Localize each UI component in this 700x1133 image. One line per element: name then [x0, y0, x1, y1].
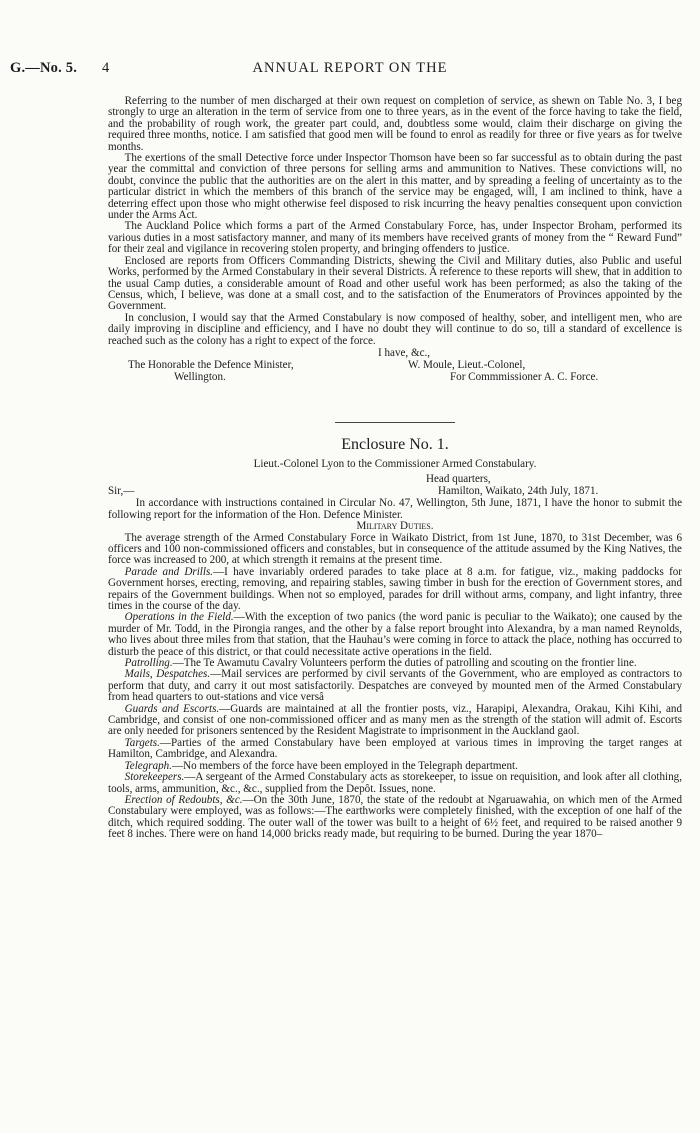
item-storekeepers	[108, 772, 682, 795]
item-redoubts	[108, 795, 682, 841]
section-divider	[335, 422, 455, 423]
paragraph-auckland-police: The Auckland Police which forms a part of the Armed Constabulary Force, has, under Inspector Broham, performed its various duties in a most satisfactory manner, and many of its members have received grants of money from the “ Reward Fund” for their zeal and vigilance in recovering stolen property, and bringing offenders to justice.	[108, 220, 682, 256]
page-header	[10, 60, 690, 80]
item-text: —Guards are maintained at all the frontier posts, viz., Harapipi, Alexandra, Orakau, Kihi Kihi, and Cambridge, and consist of one non-commissioned officer and as many men as the strength of the station will admit of. Escorts are only needed for prisoners sentenced by the Resident Magistrate to imprisonment in the Auckland gaol.	[108, 702, 682, 738]
place-date: Hamilton, Waikato, 24th July, 1871.	[438, 485, 599, 498]
signer: W. Moule, Lieut.-Colonel,	[408, 358, 526, 371]
paragraph-district-reports: Enclosed are reports from Officers Commanding Districts, shewing the Civil and Military duties, also Public and useful Works, performed by the Armed Constabulary in their several Districts. A reference to these reports will shew, that in addition to the usual Camp duties, a considerable amount of Road and other useful work has been performed; as also the taking of the Census, which, I believe, was done at a small cost, and to the satisfaction of the Enumerators of Provinces appointed by the Government.	[108, 254, 682, 313]
item-text: —Parties of the armed Constabulary have been employed at various times in improving the target ranges at Hamilton, Cambridge, and Alexandra.	[108, 736, 682, 761]
item-text: —With the exception of two panics (the word panic is peculiar to the Waikato); one caused by the murder of Mr. Todd, in the Pirongia ranges, and the other by a false report brought into Alexandra, by a man named Reynolds, who lives about three miles from that station, that the Hauhau’s were coming in force to attack the place, nothing has occurred to disturb the peace of this district, or that could necessitate active operations in the field.	[108, 611, 682, 658]
paper-reference: G.—No. 5.	[10, 60, 78, 76]
enclosure-from: Lieut.-Colonel Lyon to the Commissioner Armed Constabulary.	[253, 457, 537, 470]
item-text: —Mail services are performed by civil servants of the Government, who are employed as contractors to perform that duty, and carry it out most satisfactorily. Despatches are conveyed by mounted men of the Armed Constabulary from head quarters to out-stations and vice versâ	[108, 668, 682, 704]
paragraph-average-strength: The average strength of the Armed Constabulary Force in Waikato District, from 1st June, 1870, to 31st December, was 6 officers and 100 non-commissioned officers and constables, but in consequence of the attitude assumed by the King Natives, the force was increased to 200, at which strength it remains at the present time.	[108, 531, 682, 567]
paragraph-discharges: Referring to the number of men discharged at their own request on completion of service, as shewn on Table No. 3, I beg strongly to urge an alteration in the term of service from one to three years, as in the event of the force having to take the field, and the probability of rough work, the greater part could, and, doubtless some would, claim their discharge on giving the required three months, notice. I am satisfied that good men will be found to enrol as readily for three or five years as for twelve months.	[108, 95, 682, 153]
item-text: —The Te Awamutu Cavalry Volunteers perform the duties of patrolling and scouting on the frontier line.	[172, 657, 637, 670]
closing-phrase: I have, &c.,	[378, 346, 431, 359]
item-heading: Erection of Redoubts, &c.	[124, 793, 243, 806]
letter-address	[108, 474, 682, 498]
item-operations	[108, 612, 682, 658]
item-text: —A sergeant of the Armed Constabulary acts as storekeeper, to issue on requisition, and look after all clothing, tools, arms, ammunition, &c., &c., supplied from the Depôt. Issues, none.	[108, 771, 682, 795]
signature-block	[108, 348, 682, 396]
item-guards	[108, 704, 682, 738]
item-heading: Operations in the Field.	[124, 611, 234, 624]
report-body	[108, 96, 682, 841]
paragraph-detective-force: The exertions of the small Detective force under Inspector Thomson have been so far successful as to obtain during the past year the committal and conviction of three persons for selling arms and ammunition to Natives. These convictions will, no doubt, convince the public that the authorities are on the alert in this matter, and by spreading a feeling of uncertainty as to the particular district in which the members of this branch of the service may be engaged, will, I am inclined to think, have a deterring effect upon those who might otherwise feel disposed to risk incurring the heavy penalties consequent upon conviction under the Arms Act.	[108, 152, 682, 222]
signer-role: For Commmissioner A. C. Force.	[450, 370, 599, 383]
recipient-city: Wellington.	[174, 370, 226, 383]
item-heading: Targets.	[124, 736, 160, 749]
item-heading: Storekeepers.	[124, 771, 185, 784]
salutation: Sir,—	[108, 485, 135, 498]
item-heading: Guards and Escorts.	[124, 702, 220, 715]
paragraph-instructions: In accordance with instructions contained in Circular No. 47, Wellington, 5th June, 1871, I have the honor to submit the following report for the information of the Hon. Defence Minister.	[108, 497, 682, 521]
page-number: 4	[102, 60, 110, 76]
item-heading: Telegraph.	[124, 759, 172, 772]
item-text: —On the 30th June, 1870, the state of the redoubt at Ngaruawahia, on which men of the Armed Constabulary were employed, was as follows:—The earthworks were completely finished, with the exception of one half of the ditch, which required sodding. The outer wall of the tower was built to a height of 6½ feet, and required to be raised another 9 feet 8 inches. There were on hand 14,000 bricks ready made, but requiring to be burned. During the year 1870–	[108, 793, 682, 841]
enclosure-title: Enclosure No. 1.	[341, 435, 449, 453]
item-targets	[108, 738, 682, 761]
section-heading-military-duties: Military Duties.	[356, 520, 434, 533]
recipient: The Honorable the Defence Minister,	[128, 358, 294, 371]
running-title: ANNUAL REPORT ON THE	[252, 60, 448, 76]
item-heading: Patrolling.	[124, 657, 173, 670]
paragraph-conclusion: In conclusion, I would say that the Armed Constabulary is now composed of healthy, sober, and intelligent men, who are daily improving in discipline and efficiency, and I have no doubt they will continue to do so, till a standard of excellence is reached such as the colony has a right to expect of the force.	[108, 311, 682, 347]
item-text: —No members of the force have been employed in the Telegraph department.	[172, 759, 518, 772]
head-quarters: Head quarters,	[426, 473, 491, 486]
item-parade	[108, 567, 682, 613]
item-mails	[108, 669, 682, 703]
item-heading: Parade and Drills.	[124, 565, 214, 578]
item-heading: Mails, Despatches.	[124, 668, 211, 681]
item-text: —I have invariably ordered parades to take place at 8 a.m. for fatigue, viz., making paddocks for Government horses, erecting, removing, and repairing stables, sawing timber in bush for the erection of Government stores, and repairs of the Government buildings. When not so employed, parades for drill without arms, company, and light infantry, three times in the course of the day.	[108, 565, 682, 612]
